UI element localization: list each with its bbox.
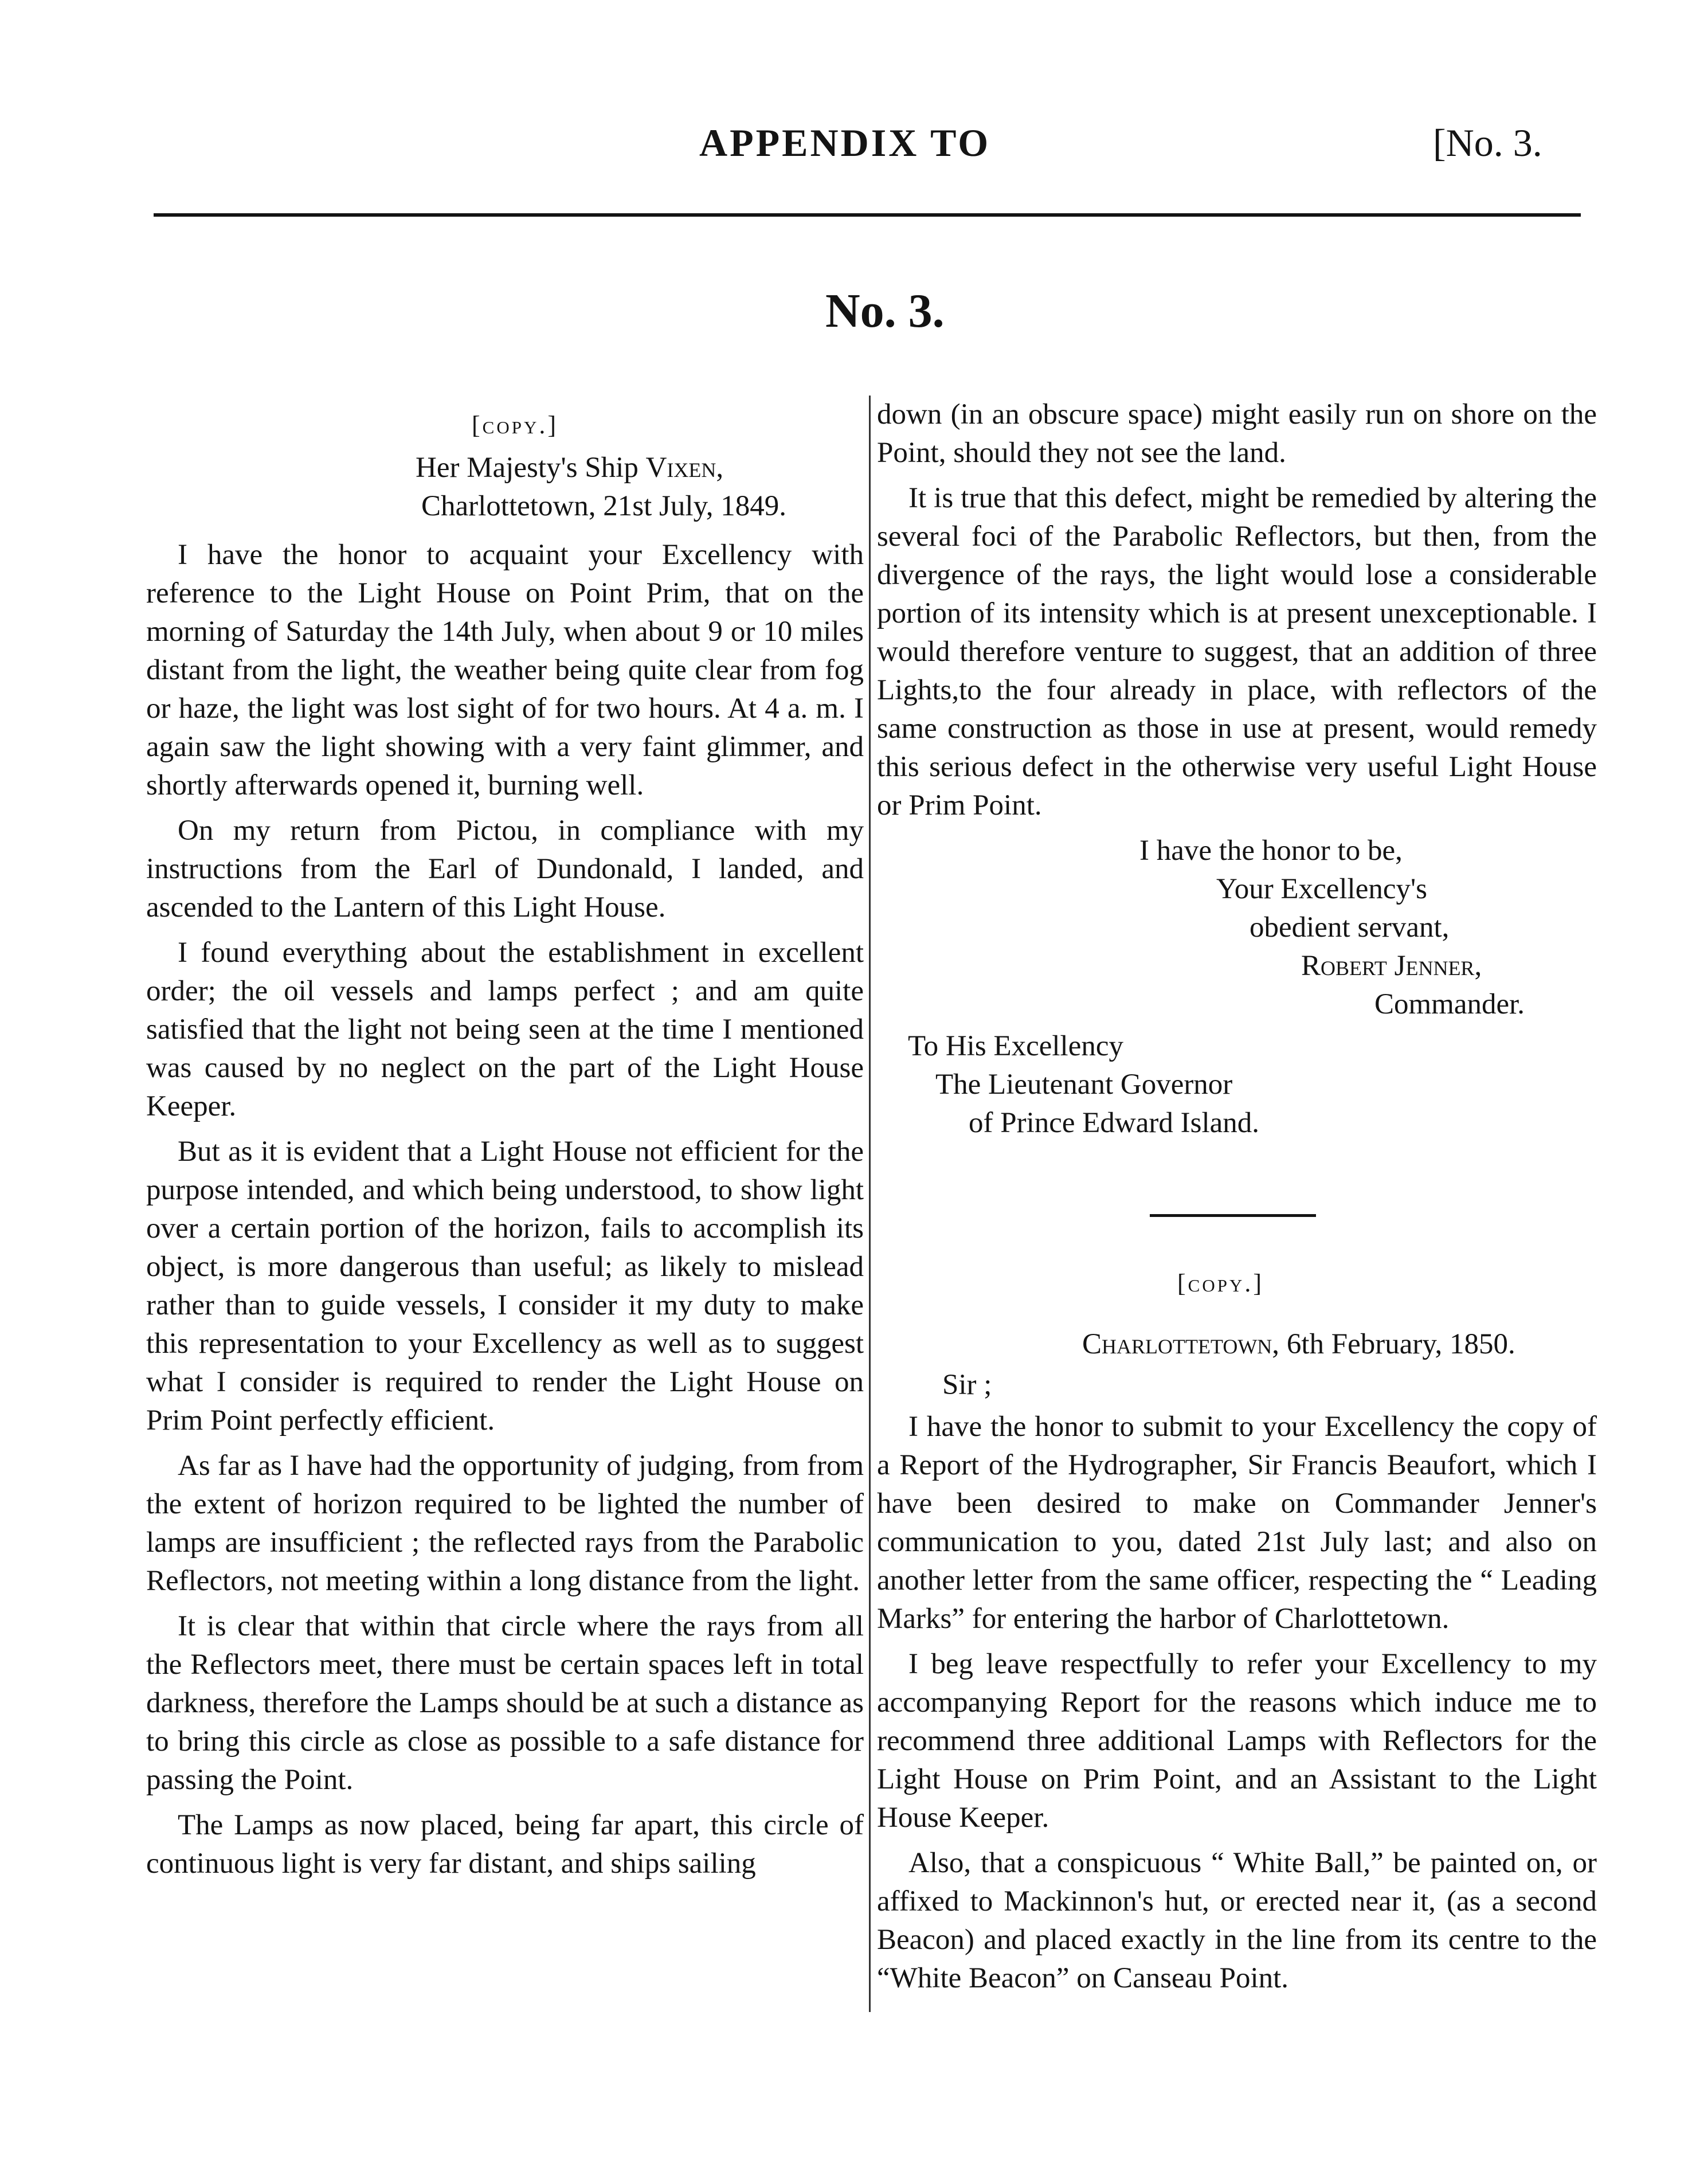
column-divider [869,396,871,2012]
letter-paragraph: The Lamps as now placed, being far apart, this circle of continuous light is very far distant, and ships sailing [146,1809,864,1880]
section-rule [1150,1214,1316,1217]
letter-paragraph: On my return from Pictou, in compliance with my instructions from the Earl of Dundonald, I landed, and ascended to the Lantern of this Light House. [146,815,864,923]
running-number: [No. 3. [1433,121,1542,165]
ship-name: Vixen, [645,452,724,484]
copy-mark: [copy.] [472,411,558,439]
signatory-rank: Commander. [1374,988,1525,1020]
letter-paragraph: I have the honor to acquaint your Excellency with reference to the Light House on Point Prim, that on the morning of Saturday the 14th July, when about 9 or 10 miles distant from the light, the weather being quite clear from fog or haze, the light was lost sight of for two hours. At 4 a. m. I again saw the light showing with a very faint glimmer, and shortly afterwards opened it, burning well. [146,539,864,801]
ship-prefix: Her Majesty's Ship [416,452,646,484]
closing-line: obedient servant, [1250,911,1450,944]
right-column [877,396,1597,2005]
letter-paragraph: It is true that this defect, might be remedied by altering the several foci of the Parabolic Reflectors, but then, from the divergence of the rays, the light would lose a considerable portion of its intensity which is at present unexceptionable. I would therefore venture to suggest, that an addition of three Lights,to the four already in place, with reflectors of the same construction as those in use at present, would remedy this serious defect in the otherwise very useful Light House or Prim Point. [877,482,1597,821]
signature: Robert Jenner, [1301,950,1482,982]
letter-paragraph: I have the honor to submit to your Excellency the copy of a Report of the Hydrographer, Sir Francis Beaufort, which I have been desired to make on Commander Jenner's communication to you, dated 21st July last; and also on another letter from the same officer, respecting the “ Leading Marks” for entering the harbor of Charlottetown. [877,1411,1597,1635]
header-rule [154,213,1581,217]
place-date: Charlottetown, 21st July, 1849. [421,490,787,522]
letter-paragraph: I beg leave respectfully to refer your Excellency to my accompanying Report for the reasons which induce me to recommend three additional Lamps with Reflectors for the Light House on Prim Point, and an Assistant to the Light House Keeper. [877,1648,1597,1834]
letter-paragraph: Also, that a conspicuous “ White Ball,” be painted on, or affixed to Mackinnon's hut, or erected near it, (as a second Beacon) and placed exactly in the line from its centre to the “White Beacon” on Canseau Point. [877,1847,1597,1994]
dateline-place: Charlottetown, [1082,1328,1280,1360]
running-title: APPENDIX TO [699,121,991,165]
address-line: of Prince Edward Island. [969,1107,1260,1139]
letter-paragraph: It is clear that within that circle where the rays from all the Reflectors meet, there must be certain spaces left in total darkness, therefore the Lamps should be at such a distance as to bring this circle as close as possible to a safe distance for passing the Point. [146,1610,864,1796]
letter-paragraph: I found everything about the establishment in excellent order; the oil vessels and lamps perfect ; and am quite satisfied that the light not being seen at the time I mentioned was caused by no neglect on the part of the Light House Keeper. [146,937,864,1122]
letter-paragraph: But as it is evident that a Light House not efficient for the purpose intended, and which being understood, to show light over a certain portion of the horizon, fails to accomplish its object, is more dangerous than useful; as likely to mislead rather than to guide vessels, I consider it my duty to make this representation to your Excellency as well as to suggest what I consider is required to render the Light House on Prim Point perfectly efficient. [146,1136,864,1437]
place-date [1082,1325,1597,1364]
copy-mark: [copy.] [1177,1269,1264,1297]
letter-paragraph: As far as I have had the opportunity of judging, from from the extent of horizon required to be lighted the number of lamps are insufficient ; the reflected rays from the Parabolic Reflectors, not meeting within a long distance from the light. [146,1450,864,1597]
ship-dateline [416,449,864,487]
closing-line: Your Excellency's [1216,873,1428,905]
address-line: The Lieutenant Governor [935,1068,1233,1101]
document-number: No. 3. [825,284,945,338]
letter-paragraph-continued: down (in an obscure space) might easily run on shore on the Point, should they not see the land. [877,398,1597,469]
address-line: To His Excellency [908,1030,1123,1062]
salutation: Sir ; [942,1369,992,1401]
closing-line: I have the honor to be, [1139,835,1403,867]
dateline-date: 6th February, 1850. [1279,1328,1515,1360]
left-column [146,396,864,1890]
